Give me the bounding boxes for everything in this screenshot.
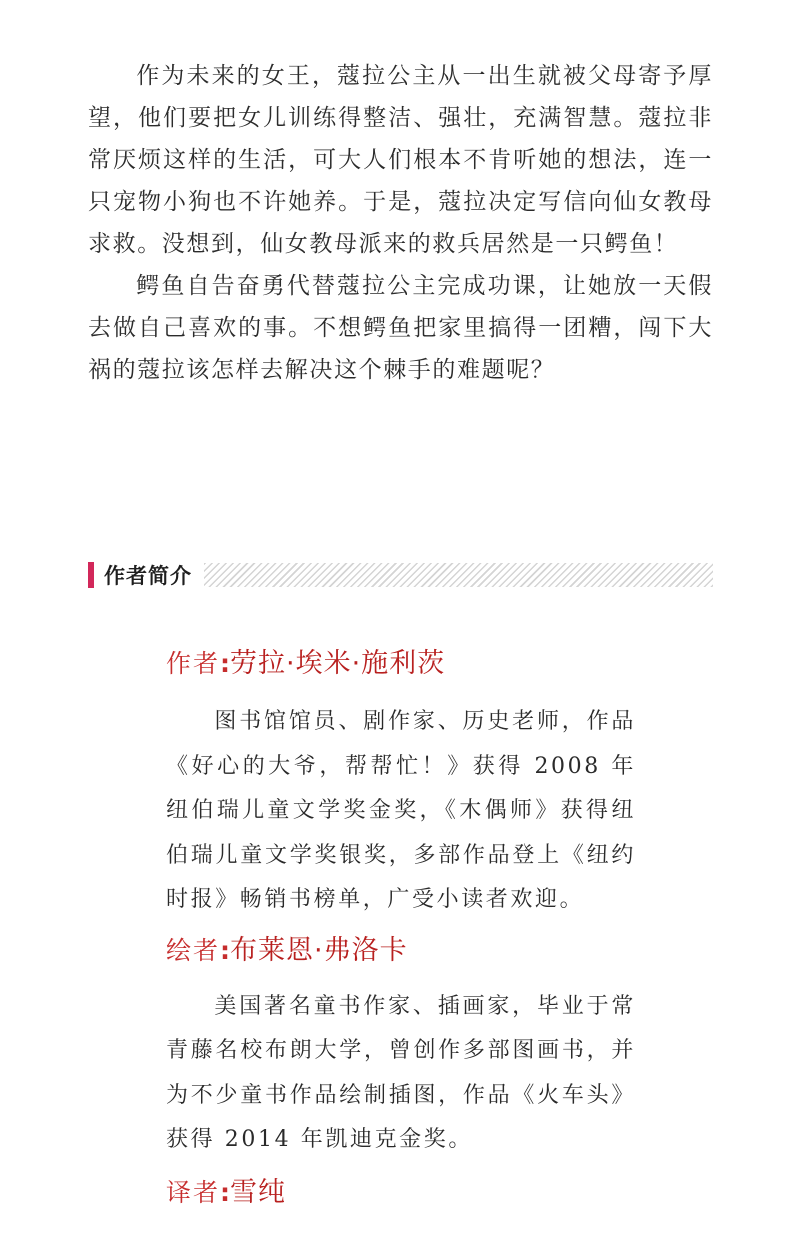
- illustrator-role-label: 绘者: [166, 935, 221, 965]
- illustrator-name: 布莱恩·弗洛卡: [230, 934, 408, 966]
- section-divider-stripes: [204, 563, 713, 587]
- author-bio: 图书馆馆员、剧作家、历史老师，作品《好心的大爷，帮帮忙！》获得 2008 年纽伯瑞儿童文学奖金奖，《木偶师》获得纽伯瑞儿童文学奖银奖，多部作品登上《纽约时报》畅销书榜单，广受小读者欢迎。: [166, 709, 636, 912]
- translator-heading: [166, 1169, 636, 1217]
- translator-name: 雪纯: [230, 1176, 287, 1208]
- book-synopsis: [88, 55, 713, 391]
- translator-role-label: 译者: [166, 1177, 221, 1207]
- illustrator-bio: 美国著名童书作家、插画家，毕业于常青藤名校布朗大学，曾创作多部图画书，并为不少童书作品绘制插图，作品《火车头》获得 2014 年凯迪克金奖。: [166, 993, 636, 1152]
- author-name: 劳拉·埃米·施利茨: [230, 648, 446, 679]
- section-accent-bar: [88, 562, 94, 588]
- author-role-colon: :: [220, 649, 231, 678]
- translator-role-colon: :: [220, 1177, 231, 1207]
- author-role-label: 作者: [166, 649, 221, 678]
- contributors-block: [166, 640, 636, 1217]
- synopsis-paragraph-2: 鳄鱼自告奋勇代替蔻拉公主完成功课，让她放一天假去做自己喜欢的事。不想鳄鱼把家里搞得一团糟，闯下大祸的蔻拉该怎样去解决这个棘手的难题呢？: [88, 273, 713, 383]
- illustrator-heading: [166, 927, 636, 975]
- author-intro-section-header: [88, 561, 713, 589]
- illustrator-role-colon: :: [220, 935, 231, 965]
- author-heading: [166, 640, 636, 688]
- synopsis-paragraph-1: 作为未来的女王，蔻拉公主从一出生就被父母寄予厚望，他们要把女儿训练得整洁、强壮，充满智慧。蔻拉非常厌烦这样的生活，可大人们根本不肯听她的想法，连一只宠物小狗也不许她养。于是，蔻拉决定写信向仙女教母求救。没想到，仙女教母派来的救兵居然是一只鳄鱼！: [88, 63, 713, 257]
- section-title: 作者简介: [104, 564, 192, 588]
